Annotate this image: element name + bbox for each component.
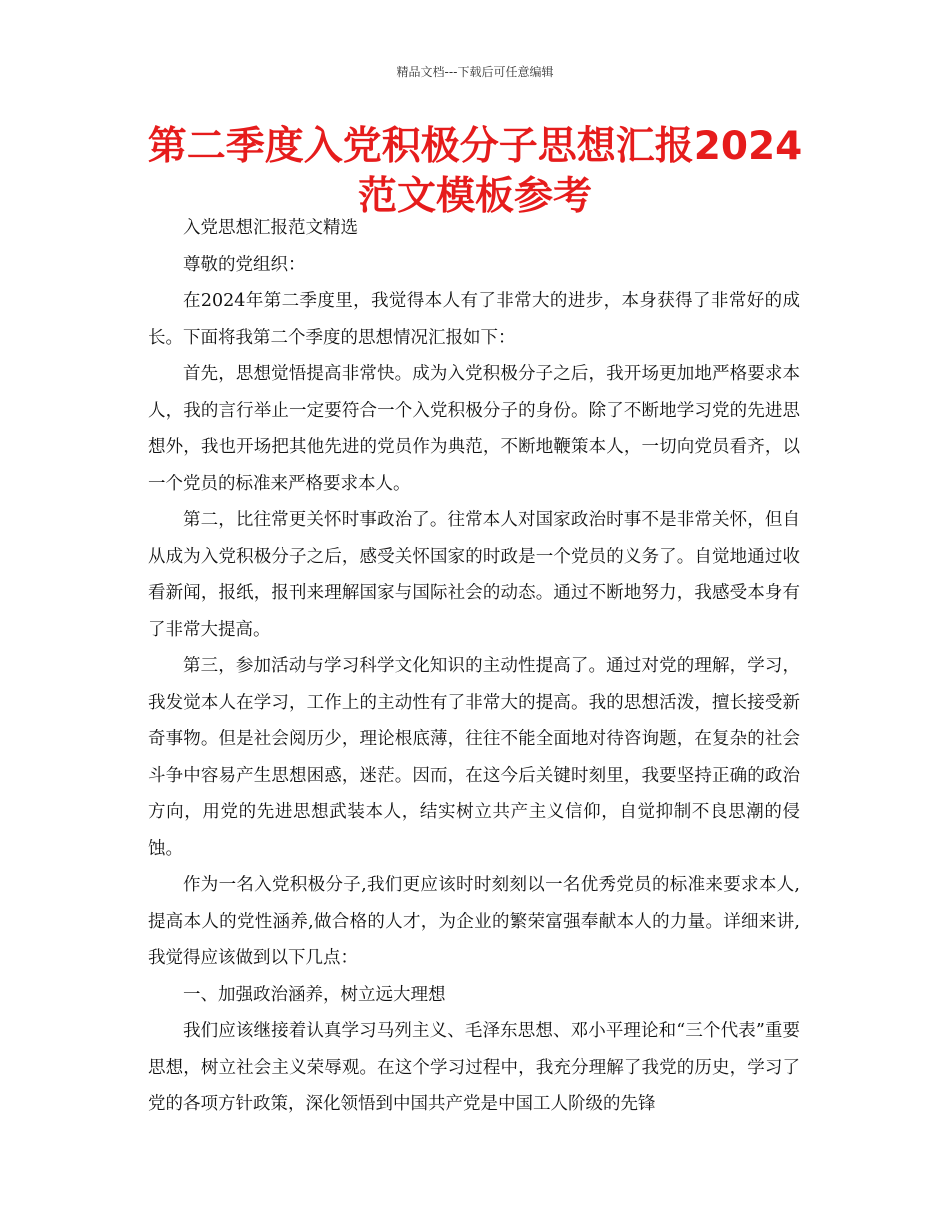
paragraph-section-heading: 一、加强政治涵养，树立远大理想 <box>183 984 446 1005</box>
paragraph-salutation: 尊敬的党组织： <box>183 254 306 275</box>
paragraph-commitment: 作为一名入党积极分子,我们更应该时时刻刻以一名优秀党员的标准来要求本人,提高本人的党性涵养,做合格的人才，为企业的繁荣富强奉献本人的力量。详细来讲,我觉得应该做到以下几点： <box>148 875 800 968</box>
paragraph-study: 我们应该继接着认真学习马列主义、毛泽东思想、邓小平理论和“三个代表”重要思想，树立社会主义荣辱观。在这个学习过程中，我充分理解了我党的历史，学习了党的各项方针政策，深化领悟到中国共产党是中国工人阶级的先锋 <box>148 1021 800 1114</box>
document-title: 第二季度入党积极分子思想汇报2024范文模板参考 <box>147 124 803 219</box>
paragraph-intro: 在2024年第二季度里，我觉得本人有了非常大的进步，本身获得了非常好的成长。下面将我第二个季度的思想情况汇报如下： <box>148 291 800 348</box>
header-watermark: 精品文档---下载后可任意编辑 <box>396 65 554 79</box>
paragraph-subtitle: 入党思想汇报范文精选 <box>183 218 358 238</box>
paragraph-first: 首先，思想觉悟提高非常快。成为入党积极分子之后，我开场更加地严格要求本人，我的言行举止一定要符合一个入党积极分子的身份。除了不断地学习党的先进思想外，我也开场把其他先进的党员作为典范，不断地鞭策本人，一切向党员看齐，以一个党员的标准来严格要求本人。 <box>148 364 800 494</box>
paragraph-second: 第二，比往常更关怀时事政治了。往常本人对国家政治时事不是非常关怀，但自从成为入党积极分子之后，感受关怀国家的时政是一个党员的义务了。自觉地通过收看新闻，报纸，报刊来理解国家与国际社会的动态。通过不断地努力，我感受本身有了非常大提高。 <box>148 510 800 640</box>
document-body <box>148 210 800 1123</box>
paragraph-third: 第三，参加活动与学习科学文化知识的主动性提高了。通过对党的理解，学习，我发觉本人在学习，工作上的主动性有了非常大的提高。我的思想活泼，擅长接受新奇事物。但是社会阅历少，理论根底薄，往往不能全面地对待咨询题，在复杂的社会斗争中容易产生思想困惑，迷茫。因而，在这今后关键时刻里，我要坚持正确的政治方向，用党的先进思想武装本人，结实树立共产主义信仰，自觉抑制不良思潮的侵蚀。 <box>148 656 800 859</box>
